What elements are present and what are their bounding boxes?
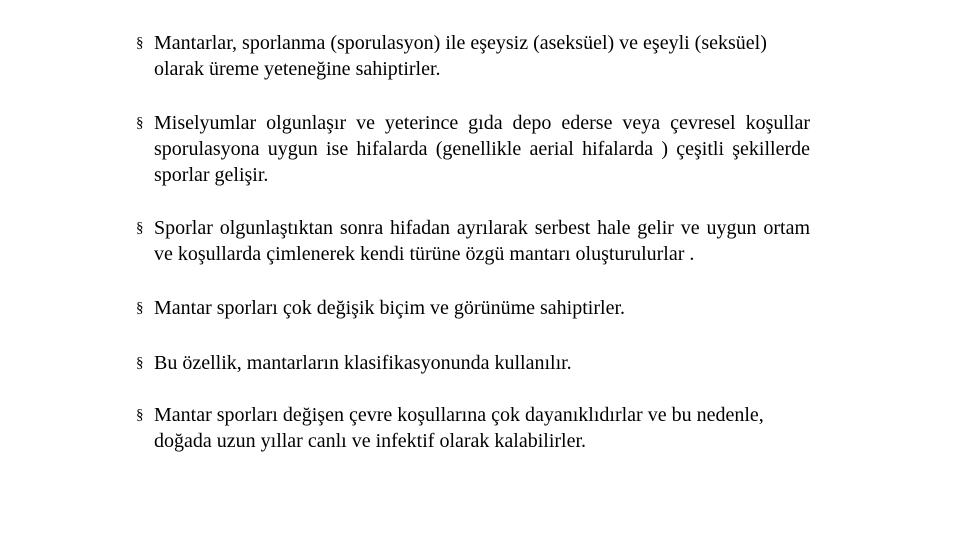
square-bullet-icon: § bbox=[136, 355, 144, 371]
bullet-text: Mantar sporları çok değişik biçim ve görünüme sahiptirler. bbox=[154, 297, 625, 319]
bullet-item-reproduction bbox=[134, 30, 810, 82]
bullet-item-spore-release bbox=[134, 215, 810, 267]
bullet-item-spore-shapes bbox=[134, 295, 810, 321]
square-bullet-icon: § bbox=[136, 300, 144, 316]
bullet-list bbox=[134, 30, 810, 454]
square-bullet-icon: § bbox=[136, 220, 144, 236]
square-bullet-icon: § bbox=[136, 35, 144, 51]
bullet-item-mycelium bbox=[134, 110, 810, 188]
bullet-text: Sporlar olgunlaştıktan sonra hifadan ayrılarak serbest hale gelir ve uygun ortam ve koşullarda çimlenerek kendi türüne özgü mantarı oluşturulurlar . bbox=[154, 217, 810, 265]
bullet-text: Bu özellik, mantarların klasifikasyonunda kullanılır. bbox=[154, 352, 572, 374]
bullet-item-durability bbox=[134, 402, 810, 454]
square-bullet-icon: § bbox=[136, 407, 144, 423]
bullet-text: Miselyumlar olgunlaşır ve yeterince gıda depo ederse veya çevresel koşullar sporulasyona uygun ise hifalarda (genellikle aerial hifalarda ) çeşitli şekillerde sporlar gelişir. bbox=[154, 112, 810, 186]
square-bullet-icon: § bbox=[136, 115, 144, 131]
bullet-text: Mantar sporları değişen çevre koşullarına çok dayanıklıdırlar ve bu nedenle, doğada uzun yıllar canlı ve infektif olarak kalabilirler. bbox=[154, 404, 764, 452]
bullet-item-classification bbox=[134, 350, 810, 376]
bullet-text: Mantarlar, sporlanma (sporulasyon) ile eşeysiz (aseksüel) ve eşeyli (seksüel) olarak üreme yeteneğine sahiptirler. bbox=[154, 32, 767, 80]
